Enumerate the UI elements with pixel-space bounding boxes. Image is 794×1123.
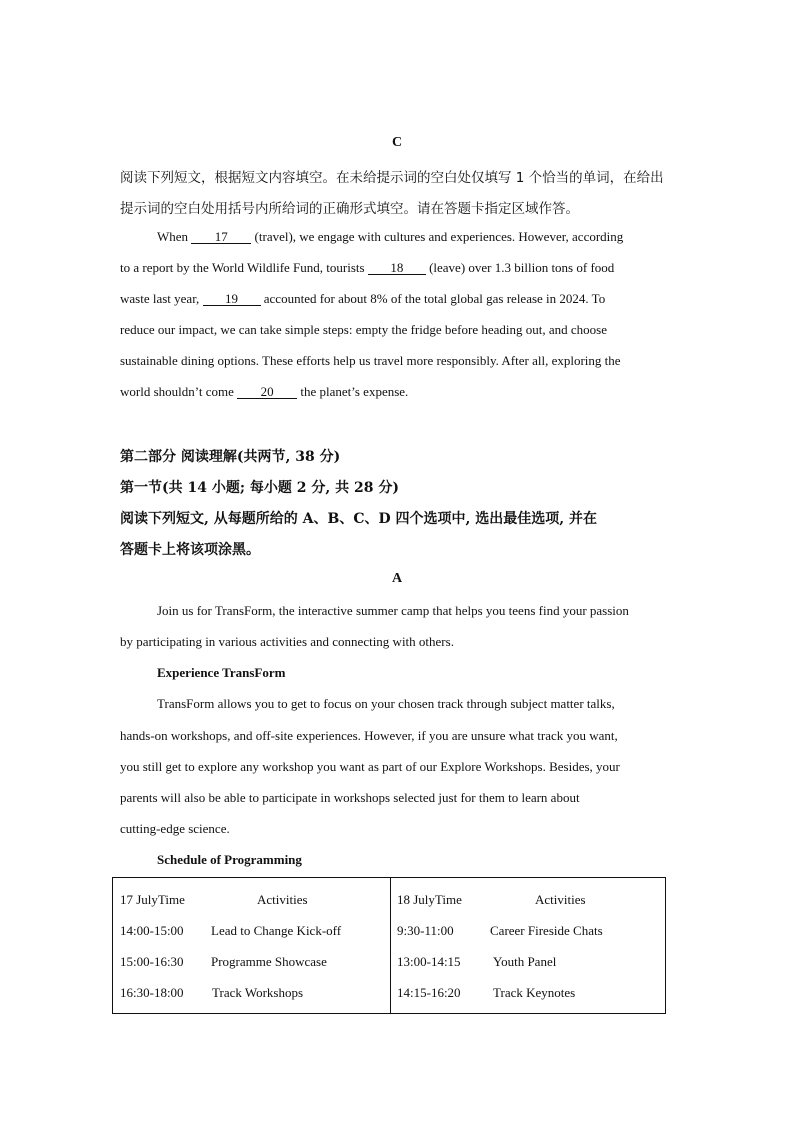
schedule-day-17 (113, 878, 391, 1014)
text: to a report by the World Wildlife Fund, tourists (120, 260, 368, 275)
header-time: 17 JulyTime (120, 892, 185, 907)
row-activity: Programme Showcase (211, 954, 327, 969)
row-activity: Lead to Change Kick-off (211, 923, 342, 938)
section-c-instruction-line-2: 提示词的空白处用括号内所给词的正确形式填空。请在答题卡指定区域作答。 (120, 201, 579, 217)
passage-c-line-3 (120, 291, 605, 307)
section-1-subtitle: 第一节(共 14 小题; 每小题 2 分, 共 28 分) (120, 480, 399, 496)
text: When (157, 229, 192, 244)
blank-19[interactable]: 19 (203, 293, 261, 306)
passage-a-p2-line-4: parents will also be able to participate in workshops selected just for them to learn about (120, 790, 580, 805)
subheading-schedule: Schedule of Programming (157, 852, 302, 867)
part-2-instruction-line-1: 阅读下列短文, 从每题所给的 A、B、C、D 四个选项中, 选出最佳选项, 并在 (120, 511, 597, 527)
row-time: 16:30-18:00 (120, 985, 184, 1000)
header-activities: Activities (535, 892, 586, 907)
passage-c-line-2 (120, 260, 614, 276)
passage-a-p2-line-3: you still get to explore any workshop you want as part of our Explore Workshops. Besides, your (120, 759, 620, 774)
text: the planet’s expense. (297, 384, 409, 399)
part-2-title: 第二部分 阅读理解(共两节, 38 分) (120, 449, 341, 465)
row-time: 14:15-16:20 (397, 985, 461, 1000)
passage-c-line-1 (157, 229, 623, 245)
passage-a-p1-line-2: by participating in various activities and connecting with others. (120, 634, 454, 649)
blank-17[interactable]: 17 (191, 231, 251, 244)
row-activity: Track Keynotes (493, 985, 576, 1000)
header-time: 18 JulyTime (397, 892, 462, 907)
text: world shouldn’t come (120, 384, 238, 399)
passage-a-p2-line-5: cutting-edge science. (120, 821, 230, 836)
row-time: 15:00-16:30 (120, 954, 184, 969)
text: waste last year, (120, 291, 203, 306)
blank-20[interactable]: 20 (237, 386, 297, 399)
subheading-experience-transform: Experience TransForm (157, 665, 286, 680)
row-activity: Youth Panel (493, 954, 557, 969)
row-time: 14:00-15:00 (120, 923, 184, 938)
row-time: 9:30-11:00 (397, 923, 454, 938)
passage-a-heading: A (391, 571, 403, 586)
blank-18[interactable]: 18 (368, 262, 426, 275)
schedule-table (112, 877, 666, 1014)
part-2-instruction-line-2: 答题卡上将该项涂黑。 (120, 542, 260, 558)
section-c-heading: C (391, 135, 403, 150)
row-time: 13:00-14:15 (397, 954, 461, 969)
schedule-day-18 (391, 878, 666, 1014)
row-activity: Track Workshops (212, 985, 304, 1000)
section-c-instruction-line-1: 阅读下列短文，根据短文内容填空。在未给提示词的空白处仅填写 1 个恰当的单词，在给出 (120, 170, 664, 186)
text: accounted for about 8% of the total global gas release in 2024. To (260, 291, 606, 306)
passage-a-p2-line-2: hands-on workshops, and off-site experiences. However, if you are unsure what track you want, (120, 728, 618, 743)
passage-a-p1-line-1: Join us for TransForm, the interactive summer camp that helps you teens find your passion (157, 603, 629, 618)
passage-c-line-5: sustainable dining options. These efforts help us travel more responsibly. After all, exploring the (120, 353, 621, 368)
passage-a-p2-line-1: TransForm allows you to get to focus on your chosen track through subject matter talks, (157, 696, 615, 711)
header-activities: Activities (257, 892, 308, 907)
row-activity: Career Fireside Chats (490, 923, 603, 938)
text: (leave) over 1.3 billion tons of food (425, 260, 615, 275)
passage-c-line-4: reduce our impact, we can take simple steps: empty the fridge before heading out, and choose (120, 322, 607, 337)
text: (travel), we engage with cultures and experiences. However, according (251, 229, 624, 244)
passage-c-line-6 (120, 384, 408, 400)
